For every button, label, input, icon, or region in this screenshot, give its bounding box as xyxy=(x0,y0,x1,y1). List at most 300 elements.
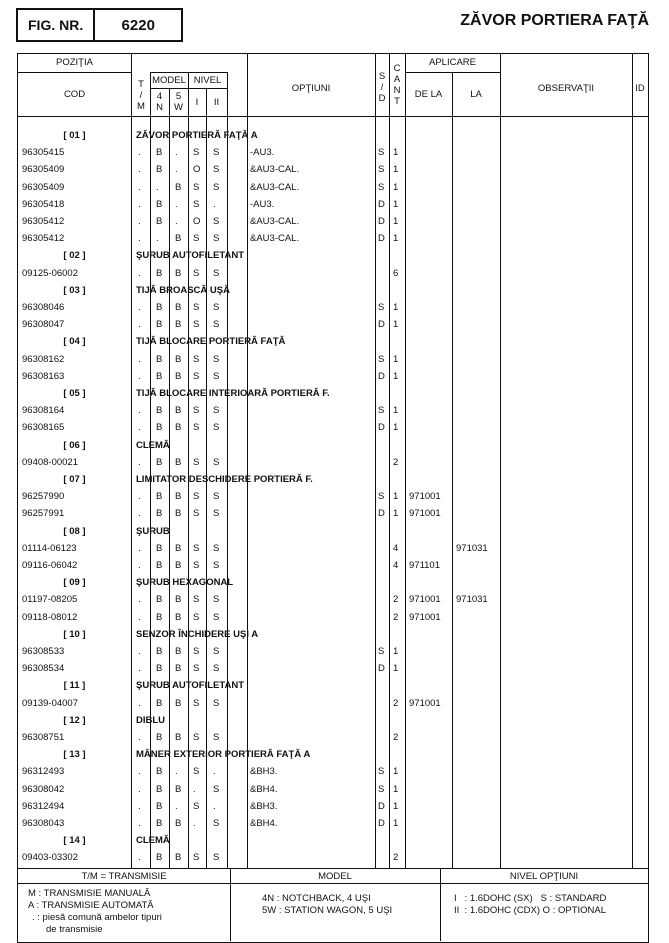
cell-tm: . xyxy=(138,800,141,812)
legend-tm-common: . : piesă comună ambelor tipuri xyxy=(32,912,162,923)
cell-cant: 1 xyxy=(393,233,399,245)
cell-sd: D xyxy=(378,319,385,331)
group-row xyxy=(18,712,648,729)
group-title: DIBLU xyxy=(136,714,166,726)
cell-n4: B xyxy=(156,267,163,279)
cell-w5: . xyxy=(175,147,178,159)
cell-opt: &BH3. xyxy=(250,800,278,812)
cell-n2: S xyxy=(213,852,220,864)
cell-n4: B xyxy=(156,852,163,864)
cell-dela: 971001 xyxy=(409,697,441,709)
cell-opt: &BH3. xyxy=(250,766,278,778)
group-row xyxy=(18,523,648,540)
cell-n4: B xyxy=(156,560,163,571)
group-position: [ 11 ] xyxy=(63,680,86,692)
col-dela: DE LA xyxy=(414,89,443,100)
cell-cant: 1 xyxy=(393,491,399,503)
cell-cant: 1 xyxy=(393,198,399,210)
cell-n2: S xyxy=(213,405,220,417)
group-row xyxy=(18,247,648,264)
cell-sd: D xyxy=(378,233,385,245)
cell-n4: B xyxy=(156,800,163,812)
cell-cant: 1 xyxy=(393,147,399,159)
cell-n2: S xyxy=(213,732,220,743)
cell-cant: 1 xyxy=(393,164,399,176)
table-row xyxy=(18,368,648,385)
parts-table xyxy=(17,53,649,869)
cell-n2: S xyxy=(213,783,220,795)
cell-n2: S xyxy=(213,370,220,382)
cell-opt: &BH4. xyxy=(250,783,278,795)
cell-n4: B xyxy=(156,456,163,468)
cell-sd: S xyxy=(378,405,385,417)
cell-tm: . xyxy=(138,456,141,468)
cell-cod: 96308533 xyxy=(22,646,65,657)
cell-n2: S xyxy=(213,147,220,159)
table-row xyxy=(18,299,648,316)
cell-cod: 96308534 xyxy=(22,663,65,675)
group-row xyxy=(18,746,648,763)
cell-w5: B xyxy=(175,508,182,520)
col-cant: C A N T xyxy=(393,63,401,107)
cell-n4: B xyxy=(156,646,163,657)
cell-n1: S xyxy=(193,405,200,417)
cell-cant: 1 xyxy=(393,663,399,675)
group-title: ŞURUB AUTOFILETANT xyxy=(136,250,245,262)
cell-opt: &AU3-CAL. xyxy=(250,216,300,227)
cell-tm: . xyxy=(138,370,141,382)
cell-la: 971031 xyxy=(456,542,488,554)
cell-cant: 4 xyxy=(393,560,399,571)
table-row xyxy=(18,230,648,247)
cell-cod: 09139-04007 xyxy=(22,697,78,709)
cell-dela: 971001 xyxy=(409,508,441,520)
cell-cant: 1 xyxy=(393,422,399,434)
group-title: TIJĂ BLOCARE INTERIOARĂ PORTIERĂ F. xyxy=(136,388,330,399)
table-row xyxy=(18,815,648,832)
cell-n1: S xyxy=(193,646,200,657)
group-title: CLEMĂ xyxy=(136,835,170,847)
group-position: [ 13 ] xyxy=(63,749,86,761)
cell-n1: O xyxy=(193,164,201,176)
table-row xyxy=(18,591,648,608)
cell-opt: &AU3-CAL. xyxy=(250,233,300,245)
group-row xyxy=(18,333,648,350)
cell-cant: 1 xyxy=(393,646,399,657)
cell-w5: B xyxy=(175,542,182,554)
col-4n: 4 N xyxy=(156,91,163,113)
cell-n4: B xyxy=(156,594,163,606)
cell-cod: 96308165 xyxy=(22,422,65,434)
cell-tm: . xyxy=(138,181,141,193)
legend-model-5w: 5W : STATION WAGON, 5 UŞI xyxy=(262,905,393,916)
cell-tm: . xyxy=(138,766,141,778)
cell-tm: . xyxy=(138,663,141,675)
table-row xyxy=(18,660,648,677)
cell-cod: 01197-08205 xyxy=(22,594,78,606)
group-row xyxy=(18,127,648,144)
cell-w5: B xyxy=(175,181,182,193)
cell-tm: . xyxy=(138,302,141,313)
col-la: LA xyxy=(470,89,482,100)
cell-cod: 96308043 xyxy=(22,818,65,829)
cell-cant: 4 xyxy=(393,542,399,554)
col-model: MODEL xyxy=(152,75,186,86)
cell-n2: S xyxy=(213,542,220,554)
cell-n2: S xyxy=(213,302,220,313)
group-row xyxy=(18,385,648,402)
group-position: [ 07 ] xyxy=(63,474,86,485)
col-aplicare: APLICARE xyxy=(429,57,476,68)
cell-cant: 2 xyxy=(393,594,399,606)
cell-tm: . xyxy=(138,164,141,176)
cell-n4: B xyxy=(156,302,163,313)
cell-w5: . xyxy=(175,800,178,812)
cell-cant: 2 xyxy=(393,697,399,709)
cell-n1: S xyxy=(193,198,200,210)
cell-tm: . xyxy=(138,783,141,795)
cell-n2: S xyxy=(213,233,220,245)
cell-n2: S xyxy=(213,663,220,675)
legend-model-4n: 4N : NOTCHBACK, 4 UŞI xyxy=(262,893,371,904)
cell-tm: . xyxy=(138,422,141,434)
cell-cant: 1 xyxy=(393,818,399,829)
cell-opt: -AU3. xyxy=(250,147,275,159)
legend-tm-manual: M : TRANSMISIE MANUALĂ xyxy=(28,888,151,899)
cell-opt: &BH4. xyxy=(250,818,278,829)
col-pozitia: POZIŢIA xyxy=(56,57,93,68)
cell-w5: B xyxy=(175,370,182,382)
table-row xyxy=(18,763,648,780)
cell-cod: 96312493 xyxy=(22,766,65,778)
cell-n1: S xyxy=(193,800,200,812)
cell-n1: S xyxy=(193,560,200,571)
group-position: [ 04 ] xyxy=(63,336,86,348)
cell-dela: 971101 xyxy=(409,560,440,571)
table-row xyxy=(18,488,648,505)
table-row xyxy=(18,849,648,866)
cell-n1: S xyxy=(193,732,200,743)
cell-tm: . xyxy=(138,405,141,417)
table-row xyxy=(18,316,648,333)
table-row xyxy=(18,695,648,712)
cell-n2: . xyxy=(213,766,216,778)
group-row xyxy=(18,574,648,591)
cell-sd: S xyxy=(378,147,385,159)
group-title: MÂNER EXTERIOR PORTIERĂ FAŢĂ A xyxy=(136,749,311,761)
cell-n1: S xyxy=(193,233,200,245)
cell-cod: 01114-06123 xyxy=(22,542,77,554)
cell-dela: 971001 xyxy=(409,594,441,606)
cell-n4: B xyxy=(156,783,163,795)
table-row xyxy=(18,179,648,196)
group-title: ŞURUB xyxy=(136,525,170,537)
group-row xyxy=(18,471,648,488)
col-optiuni: OPŢIUNI xyxy=(291,83,331,94)
cell-n1: S xyxy=(193,147,200,159)
cell-cant: 1 xyxy=(393,370,399,382)
cell-n4: B xyxy=(156,732,163,743)
cell-n2: S xyxy=(213,319,220,331)
cell-sd: D xyxy=(378,663,385,675)
cell-tm: . xyxy=(138,233,141,245)
cell-n1: S xyxy=(193,302,200,313)
cell-cant: 2 xyxy=(393,732,399,743)
table-row xyxy=(18,609,648,626)
cell-cod: 96308751 xyxy=(22,732,65,743)
cell-sd: S xyxy=(378,766,385,778)
cell-sd: S xyxy=(378,164,385,176)
cell-n2: S xyxy=(213,560,220,571)
cell-n2: S xyxy=(213,508,220,520)
cell-n4: B xyxy=(156,508,163,520)
group-position: [ 09 ] xyxy=(63,577,86,589)
cell-sd: S xyxy=(378,646,385,657)
col-tm: T / M xyxy=(137,79,145,112)
col-sd: S / D xyxy=(378,71,386,104)
group-position: [ 01 ] xyxy=(63,130,86,141)
cell-n1: . xyxy=(193,818,196,829)
cell-tm: . xyxy=(138,594,141,606)
cell-n1: S xyxy=(193,422,200,434)
cell-n2: S xyxy=(213,267,220,279)
cell-n4: B xyxy=(156,164,163,176)
cell-la: 971031 xyxy=(456,594,488,606)
cell-cod: 96305409 xyxy=(22,164,65,176)
cell-tm: . xyxy=(138,611,141,623)
col-nivel-2: II xyxy=(213,97,220,108)
cell-tm: . xyxy=(138,491,141,503)
cell-cant: 2 xyxy=(393,456,399,468)
cell-n4: B xyxy=(156,491,163,503)
cell-w5: B xyxy=(175,611,182,623)
cell-cod: 09118-08012 xyxy=(22,611,78,623)
cell-tm: . xyxy=(138,147,141,159)
cell-w5: B xyxy=(175,456,182,468)
group-title: SENZOR ÎNCHIDERE UŞI A xyxy=(136,628,259,640)
group-row xyxy=(18,832,648,849)
cell-cant: 1 xyxy=(393,353,399,365)
table-row xyxy=(18,505,648,522)
table-row xyxy=(18,196,648,213)
cell-cod: 96257990 xyxy=(22,491,65,503)
group-position: [ 12 ] xyxy=(63,714,86,726)
cell-tm: . xyxy=(138,560,141,571)
col-cod: COD xyxy=(63,89,86,100)
group-title: ŞURUB HEXAGONAL xyxy=(136,577,234,589)
cell-sd: D xyxy=(378,800,385,812)
cell-dela: 971001 xyxy=(409,491,441,503)
cell-sd: D xyxy=(378,818,385,829)
cell-n4: B xyxy=(156,405,163,417)
cell-n2: . xyxy=(213,800,216,812)
cell-w5: B xyxy=(175,491,182,503)
group-position: [ 02 ] xyxy=(63,250,86,262)
cell-w5: B xyxy=(175,646,182,657)
table-row xyxy=(18,643,648,660)
cell-n4: B xyxy=(156,319,163,331)
cell-tm: . xyxy=(138,267,141,279)
group-position: [ 06 ] xyxy=(63,439,86,451)
cell-n1: S xyxy=(193,697,200,709)
cell-n2: S xyxy=(213,646,220,657)
group-title: ŞURUB AUTOFILETANT xyxy=(136,680,245,692)
table-row xyxy=(18,781,648,798)
cell-sd: S xyxy=(378,302,385,313)
cell-n1: S xyxy=(193,766,200,778)
cell-n1: S xyxy=(193,594,200,606)
cell-tm: . xyxy=(138,216,141,227)
cell-cod: 96308047 xyxy=(22,319,65,331)
group-title: TIJĂ BLOCARE PORTIERĂ FAŢĂ xyxy=(136,336,286,348)
cell-n1: S xyxy=(193,267,200,279)
cell-n2: S xyxy=(213,456,220,468)
cell-cod: 96308163 xyxy=(22,370,65,382)
col-id: ID xyxy=(635,83,645,94)
cell-opt: &AU3-CAL. xyxy=(250,181,300,193)
cell-n4: . xyxy=(156,181,159,193)
cell-w5: B xyxy=(175,353,182,365)
cell-w5: . xyxy=(175,198,178,210)
cell-n4: B xyxy=(156,147,163,159)
legend-nivel-2: II : 1.6DOHC (CDX) O : OPTIONAL xyxy=(454,905,607,916)
cell-cod: 09116-06042 xyxy=(22,560,78,571)
cell-w5: B xyxy=(175,319,182,331)
group-title: ZĂVOR PORTIERĂ FAŢĂ A xyxy=(136,130,258,141)
legend-footer xyxy=(17,869,649,943)
cell-cant: 1 xyxy=(393,181,399,193)
cell-tm: . xyxy=(138,646,141,657)
cell-w5: B xyxy=(175,594,182,606)
cell-n2: S xyxy=(213,818,220,829)
cell-n2: S xyxy=(213,216,220,227)
page-title: ZĂVOR PORTIERA FAŢĂ xyxy=(460,12,649,29)
table-row xyxy=(18,213,648,230)
cell-cant: 1 xyxy=(393,319,399,331)
cell-cod: 96305409 xyxy=(22,181,65,193)
cell-cod: 96305418 xyxy=(22,198,65,210)
cell-w5: B xyxy=(175,663,182,675)
col-5w: 5 W xyxy=(174,91,183,113)
cell-tm: . xyxy=(138,508,141,520)
cell-n4: B xyxy=(156,611,163,623)
cell-w5: . xyxy=(175,216,178,227)
table-row xyxy=(18,729,648,746)
cell-cant: 2 xyxy=(393,852,399,864)
cell-tm: . xyxy=(138,198,141,210)
cell-n1: S xyxy=(193,319,200,331)
cell-w5: . xyxy=(175,766,178,778)
cell-cod: 09408-00021 xyxy=(22,456,78,468)
cell-cod: 96308042 xyxy=(22,783,65,795)
cell-n4: . xyxy=(156,233,159,245)
cell-n1: S xyxy=(193,456,200,468)
cell-w5: B xyxy=(175,302,182,313)
legend-tm-common-2: de transmisie xyxy=(46,924,103,935)
cell-cant: 1 xyxy=(393,302,399,313)
group-title: TIJĂ BROASCĂ UŞĂ xyxy=(136,284,230,296)
table-row xyxy=(18,454,648,471)
cell-sd: S xyxy=(378,783,385,795)
cell-cant: 2 xyxy=(393,611,399,623)
cell-cod: 96305415 xyxy=(22,147,65,159)
cell-n4: B xyxy=(156,663,163,675)
cell-n4: B xyxy=(156,353,163,365)
cell-cant: 1 xyxy=(393,783,399,795)
cell-n1: S xyxy=(193,542,200,554)
col-nivel-1: I xyxy=(195,97,199,108)
cell-w5: B xyxy=(175,852,182,864)
col-observatii: OBSERVAŢII xyxy=(537,83,595,94)
cell-sd: D xyxy=(378,198,385,210)
cell-cod: 96308162 xyxy=(22,353,65,365)
table-row xyxy=(18,161,648,178)
cell-tm: . xyxy=(138,732,141,743)
group-row xyxy=(18,282,648,299)
group-position: [ 05 ] xyxy=(63,388,86,399)
col-nivel: NIVEL xyxy=(193,75,222,86)
cell-w5: B xyxy=(175,267,182,279)
cell-n4: B xyxy=(156,198,163,210)
cell-cant: 1 xyxy=(393,766,399,778)
cell-n1: S xyxy=(193,611,200,623)
cell-cant: 1 xyxy=(393,216,399,227)
cell-cod: 96308046 xyxy=(22,302,65,313)
cell-n1: S xyxy=(193,508,200,520)
group-position: [ 14 ] xyxy=(63,835,86,847)
cell-n1: S xyxy=(193,181,200,193)
cell-cod: 96305412 xyxy=(22,216,65,227)
cell-n2: . xyxy=(213,198,216,210)
legend-nivel-1: I : 1.6DOHC (SX) S : STANDARD xyxy=(454,893,607,904)
cell-n2: S xyxy=(213,353,220,365)
group-position: [ 10 ] xyxy=(63,628,86,640)
cell-n4: B xyxy=(156,216,163,227)
figure-number-box xyxy=(16,8,183,42)
cell-opt: -AU3. xyxy=(250,198,275,210)
cell-cod: 09403-03302 xyxy=(22,852,78,864)
cell-n2: S xyxy=(213,491,220,503)
table-row xyxy=(18,351,648,368)
cell-n2: S xyxy=(213,611,220,623)
cell-sd: S xyxy=(378,353,385,365)
cell-n4: B xyxy=(156,818,163,829)
cell-w5: B xyxy=(175,405,182,417)
cell-opt: &AU3-CAL. xyxy=(250,164,300,176)
cell-cant: 1 xyxy=(393,405,399,417)
figure-number: 6220 xyxy=(121,16,155,34)
cell-tm: . xyxy=(138,697,141,709)
cell-sd: S xyxy=(378,181,385,193)
group-position: [ 03 ] xyxy=(63,284,86,296)
cell-sd: D xyxy=(378,422,385,434)
table-row xyxy=(18,798,648,815)
cell-sd: D xyxy=(378,216,385,227)
cell-tm: . xyxy=(138,818,141,829)
cell-cant: 1 xyxy=(393,508,399,520)
cell-n1: S xyxy=(193,491,200,503)
group-title: LIMITATOR DESCHIDERE PORTIERĂ F. xyxy=(136,474,313,485)
cell-sd: S xyxy=(378,491,385,503)
table-row xyxy=(18,419,648,436)
cell-w5: B xyxy=(175,560,182,571)
cell-n1: . xyxy=(193,783,196,795)
cell-w5: B xyxy=(175,422,182,434)
cell-n1: S xyxy=(193,370,200,382)
group-row xyxy=(18,677,648,694)
cell-w5: B xyxy=(175,233,182,245)
table-row xyxy=(18,540,648,557)
